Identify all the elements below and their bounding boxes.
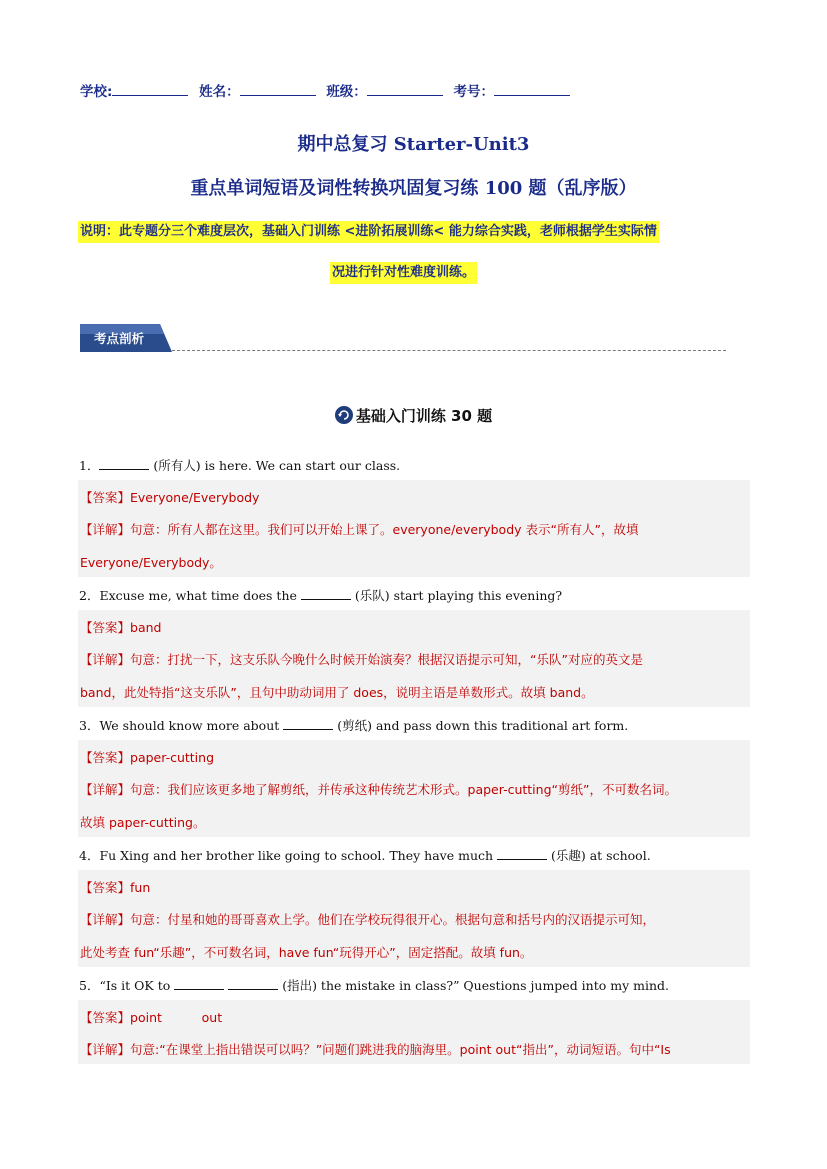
answer-blank[interactable] (99, 458, 149, 470)
question-4 (79, 846, 651, 864)
answer-line (80, 488, 259, 506)
doc-subtitle: 重点单词短语及词性转换巩固复习练 100 题（乱序版） (190, 178, 637, 199)
question-3 (79, 716, 628, 734)
name-blank[interactable] (240, 83, 316, 96)
answer-line (80, 618, 161, 636)
section-tab (80, 324, 172, 352)
question-text: 2．Excuse me, what time does the (79, 588, 301, 603)
answer-value: point out (130, 1010, 223, 1025)
answer-label: 【答案】 (80, 1010, 131, 1025)
answer-label: 【答案】 (80, 620, 131, 635)
exam-no-label: 考号： (453, 84, 495, 100)
detail-line (80, 1040, 671, 1058)
answer-label: 【答案】 (80, 880, 131, 895)
detail-label: 【详解】 (80, 652, 131, 667)
question-text: (乐队) start playing this evening? (350, 588, 563, 603)
question-text: (所有人) is here. We can start our class. (149, 458, 401, 473)
section-heading (0, 405, 827, 426)
detail-label: 【详解】 (80, 912, 131, 927)
answer-line (80, 878, 150, 896)
question-text: (剪纸) and pass down this traditional art form. (333, 718, 629, 733)
answer-blank[interactable] (174, 978, 224, 990)
class-label: 班级： (326, 84, 367, 100)
detail-line-cont: 此处考查 fun“乐趣”，不可数名词，have fun“玩得开心”，固定搭配。故填 fun。 (80, 945, 533, 960)
question-text: 5．“Is it OK to (79, 978, 175, 993)
question-text: (指出) the mistake in class?” Questions jumped into my mind. (278, 978, 670, 993)
detail-label: 【详解】 (80, 522, 131, 537)
answer-value: band (130, 620, 162, 635)
name-label: 姓名： (199, 84, 240, 100)
school-label: 学校: (80, 84, 113, 100)
class-blank[interactable] (367, 83, 443, 96)
detail-line-cont: band，此处特指“这支乐队”，且句中助动词用了 does，说明主语是单数形式。故填 band。 (80, 685, 594, 700)
answer-line (80, 1008, 222, 1026)
refresh-icon (335, 406, 353, 424)
answer-blank[interactable] (301, 588, 351, 600)
detail-text: 句意：所有人都在这里。我们可以开始上课了。everyone/everybody 表示“所有人”，故填 (130, 522, 639, 537)
detail-line (80, 650, 643, 668)
answer-blank[interactable] (497, 848, 547, 860)
question-text: 1． (79, 458, 100, 473)
detail-label: 【详解】 (80, 782, 131, 797)
detail-label: 【详解】 (80, 1042, 131, 1057)
answer-value: fun (130, 880, 151, 895)
answer-line (80, 748, 214, 766)
detail-text: 句意：付星和她的哥哥喜欢上学。他们在学校玩得很开心。根据句意和括号内的汉语提示可知， (130, 912, 656, 927)
answer-blank[interactable] (283, 718, 333, 730)
detail-line (80, 520, 638, 538)
question-text: 4．Fu Xing and her brother like going to school. They have much (79, 848, 498, 863)
detail-line (80, 780, 677, 798)
detail-text: 句意：打扰一下，这支乐队今晚什么时候开始演奏？根据汉语提示可知，“乐队”对应的英文是 (130, 652, 643, 667)
answer-label: 【答案】 (80, 490, 131, 505)
detail-line-cont: Everyone/Everybody。 (80, 555, 222, 570)
question-5 (79, 976, 669, 994)
question-2 (79, 586, 562, 604)
section-tab-label: 考点剖析 (94, 331, 145, 346)
dashed-divider (172, 350, 726, 351)
detail-text: 句意：我们应该更多地了解剪纸，并传承这种传统艺术形式。paper-cutting“剪纸”，不可数名词。 (130, 782, 677, 797)
detail-line-cont: 故填 paper-cutting。 (80, 815, 206, 830)
doc-title: 期中总复习 Starter-Unit3 (297, 134, 530, 155)
answer-value: Everyone/Everybody (130, 490, 260, 505)
student-info-line (80, 80, 640, 100)
detail-text: 句意:“在课堂上指出错误可以吗？”问题们跳进我的脑海里。point out“指出”，动词短语。句中“Is (130, 1042, 671, 1057)
answer-blank[interactable] (228, 978, 278, 990)
detail-line (80, 910, 655, 928)
school-blank[interactable] (112, 83, 188, 96)
exam-no-blank[interactable] (494, 83, 570, 96)
answer-value: paper-cutting (130, 750, 215, 765)
question-text: (乐趣) at school. (547, 848, 651, 863)
section-heading-text: 基础入门训练 30 题 (355, 407, 493, 425)
instruction-note-line1: 说明：此专题分三个难度层次，基础入门训练 <进阶拓展训练< 能力综合实践，老师根据学生实际情 (78, 221, 659, 243)
question-1 (79, 456, 400, 474)
question-text: 3．We should know more about (79, 718, 284, 733)
instruction-note-line2: 况进行针对性难度训练。 (330, 262, 477, 284)
answer-label: 【答案】 (80, 750, 131, 765)
